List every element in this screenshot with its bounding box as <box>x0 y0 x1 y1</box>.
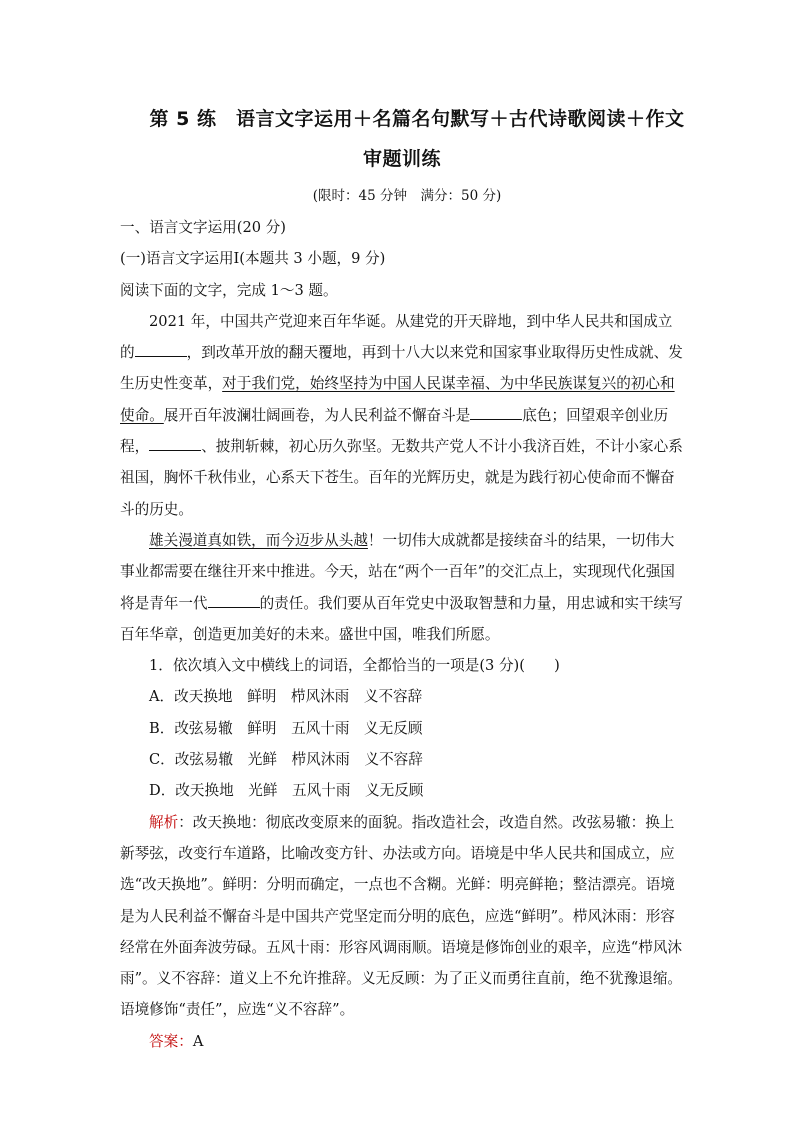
passage-paragraph-1 <box>120 306 685 525</box>
time-score-limit: (限时：45 分钟 满分：50 分) <box>312 188 502 204</box>
passage-text: ，到改革开放的翻天覆地，再到十八大以来党和国家事业取得历史性成就、发生历史性变革， <box>120 344 683 393</box>
fill-blank-4 <box>208 593 260 608</box>
title-line-2: 审题训练 <box>362 148 441 170</box>
option-c: C．改弦易辙 光鲜 栉风沐雨 义不容辞 <box>149 751 423 769</box>
option-b: B．改弦易辙 鲜明 五风十雨 义无反顾 <box>149 719 423 737</box>
passage-text: 展开百年波澜壮阔画卷，为人民利益不懈奋斗是 <box>163 406 471 424</box>
fill-blank-2 <box>470 405 522 420</box>
passage-text: 2021 年，中国共产党迎来百年华诞。从建党的开天辟地，到中华人民共和国成立的 <box>120 312 673 362</box>
option-d: D．改天换地 光鲜 五风十雨 义无反顾 <box>149 782 424 800</box>
answer-value: A <box>192 1032 204 1050</box>
passage-paragraph-2 <box>120 525 685 650</box>
title-line-1: 第 5 练 语言文字运用＋名篇名句默写＋古代诗歌阅读＋作文 <box>149 108 685 130</box>
option-a: A．改天换地 鲜明 栉风沐雨 义不容辞 <box>149 688 423 706</box>
answer <box>120 1026 685 1057</box>
passage-text: ！一切伟大成就都是接续奋斗的结果，一切伟大事业都需要在继往开来中推进。今天，站在“两个一百年”的交汇点上，实现现代化强国将是青年一代 <box>120 531 675 612</box>
answer-separator: ： <box>178 1032 193 1050</box>
underlined-sentence: 对于我们党，始终坚持为中国人民谋幸福、为中华民族谋复兴的初心和使命。 <box>120 375 675 424</box>
analysis-text: ：改天换地：彻底改变原来的面貌。指改造社会，改造自然。改弦易辙：换上新琴弦，改变行车道路，比喻改变方针、办法或方向。语境是中华人民共和国成立，应选“改天换地”。鲜明：分明而确定，一点也不含糊。光鲜：明亮鲜艳；整洁漂亮。语境是为人民利益不懈奋斗是中国共产党坚定而分明的底色，应选“鲜明”。栉风沐雨：形容经常在外面奔波劳碌。五风十雨：形容风调雨顺。语境是修饰创业的艰辛，应选“栉风沐雨”。义不容辞：道义上不允许推辞。义无反顾：为了正义而勇往直前，绝不犹豫退缩。语境修饰“责任”，应选“义不容辞”。 <box>120 813 683 1019</box>
analysis <box>120 807 685 1026</box>
passage-text: 的责任。我们要从百年党史中汲取智慧和力量，用忠诚和实干续写百年华章，创造更加美好的未来。盛世中国，唯我们所愿。 <box>120 594 683 643</box>
analysis-label: 解析 <box>149 813 179 831</box>
fill-blank-3 <box>149 436 201 451</box>
passage-text: 底色；回望艰辛创业历程， <box>120 406 669 456</box>
fill-blank-1 <box>135 342 187 357</box>
subsection-heading: (一)语言文字运用Ⅰ(本题共 3 小题，9 分) <box>120 250 386 268</box>
section-heading: 一、语言文字运用(20 分) <box>120 219 286 236</box>
question-1-stem: 1．依次填入文中横线上的词语，全都恰当的一项是(3 分)( ) <box>149 657 560 675</box>
underlined-sentence: 雄关漫道真如铁，而今迈步从头越 <box>149 531 368 549</box>
answer-label: 答案 <box>149 1032 179 1050</box>
document-body <box>120 212 685 1057</box>
page-title <box>0 102 794 176</box>
passage-text: 、披荆斩棘，初心历久弥坚。无数共产党人不计小我济百姓，不计小家心系祖国，胸怀千秋伟业，心系天下苍生。百年的光辉历史，就是为践行初心使命而不懈奋斗的历史。 <box>120 438 683 518</box>
reading-instruction: 阅读下面的文字，完成 1～3 题。 <box>120 281 338 299</box>
